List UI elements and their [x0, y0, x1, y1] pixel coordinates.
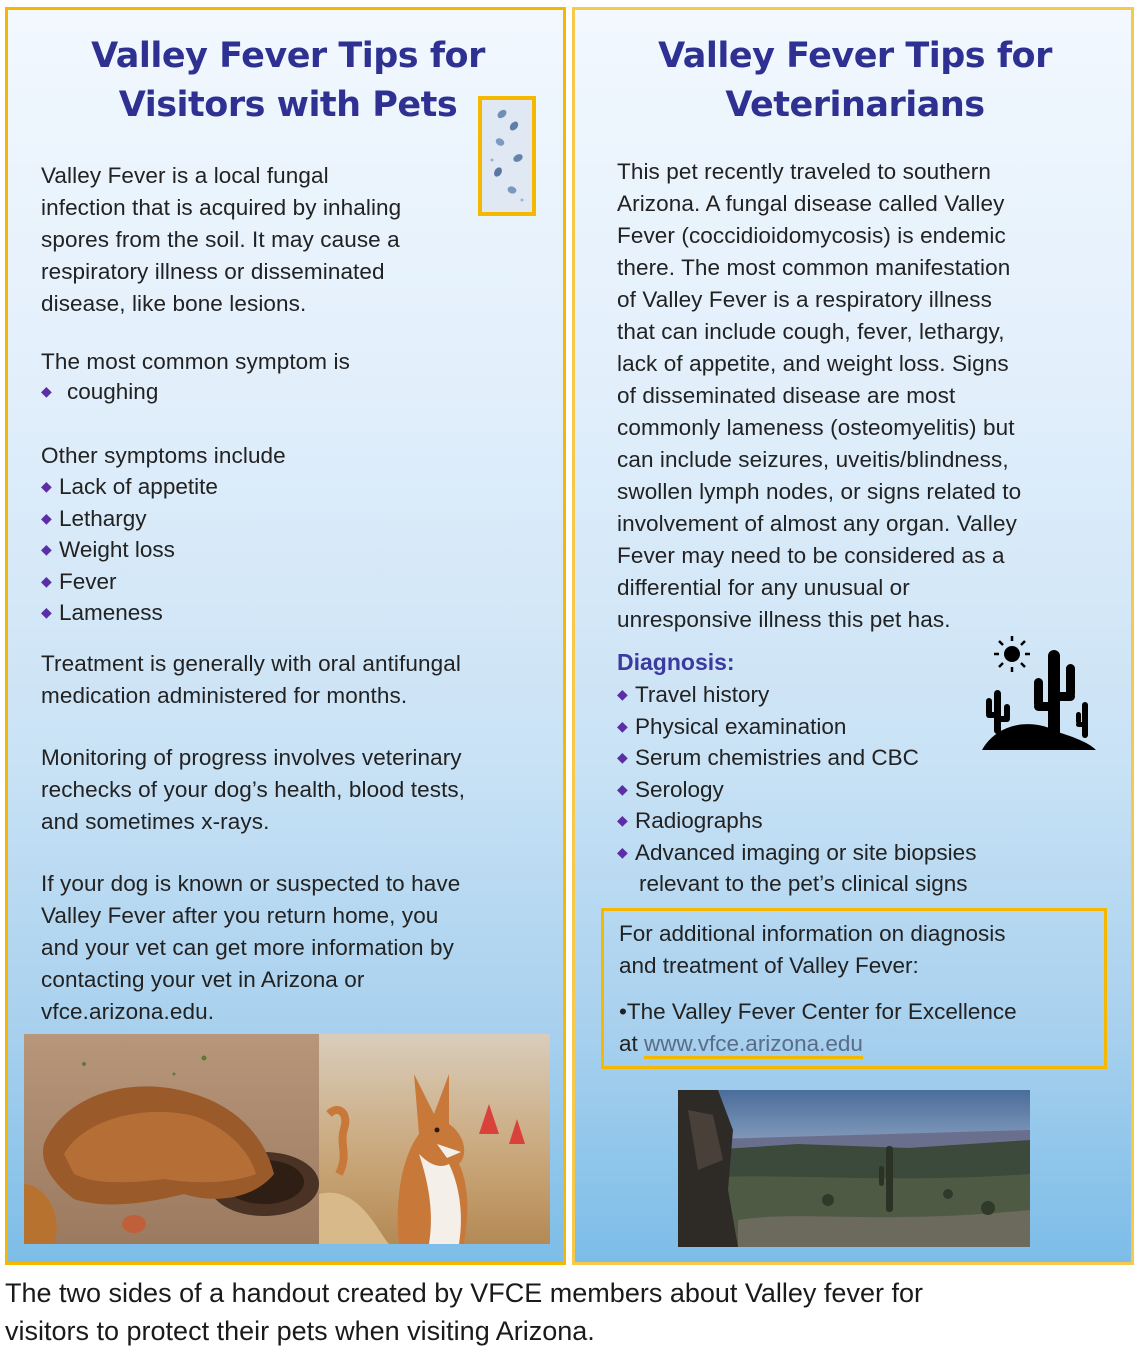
- other-symptoms-list: [41, 471, 521, 629]
- left-panel-visitors: [5, 7, 566, 1265]
- left-intro-line: respiratory illness or disseminated: [41, 259, 385, 284]
- list-item: ◆ Lethargy: [41, 503, 521, 535]
- common-symptom-list: [41, 376, 521, 408]
- diagnosis-heading: Diagnosis:: [617, 649, 735, 675]
- list-item: ◆ Serology: [617, 774, 1057, 806]
- left-intro-line: disease, like bone lesions.: [41, 291, 307, 316]
- diamond-bullet-icon: ◆: [617, 717, 628, 734]
- info-line: and treatment of Valley Fever:: [619, 953, 919, 978]
- diamond-bullet-icon: ◆: [617, 749, 628, 765]
- right-title-line1: Valley Fever Tips for: [658, 36, 1052, 76]
- list-item: ◆ Weight loss: [41, 534, 521, 566]
- list-item: ◆ Serum chemistries and CBC: [617, 742, 1057, 774]
- list-item-continuation: relevant to the pet’s clinical signs: [639, 871, 968, 896]
- diamond-bullet-icon: ◆: [41, 509, 52, 526]
- diamond-bullet-icon: ◆: [617, 843, 628, 860]
- info-line: •The Valley Fever Center for Excellence: [619, 999, 1017, 1024]
- diamond-bullet-icon: ◆: [41, 572, 52, 589]
- photo-desert-landscape: [678, 1090, 1030, 1247]
- right-title-line2: Veterinarians: [725, 85, 985, 125]
- list-item: ◆ Physical examination: [617, 711, 1057, 743]
- diamond-bullet-icon: ◆: [41, 383, 52, 399]
- right-title: [585, 32, 1125, 130]
- photo-dog-standing: [319, 1034, 550, 1244]
- additional-info-box: [601, 908, 1107, 1069]
- left-intro-line: spores from the soil. It may cause a: [41, 227, 400, 252]
- caption-line: visitors to protect their pets when visiting Arizona.: [5, 1316, 595, 1346]
- left-title-line1: Valley Fever Tips for: [91, 36, 485, 76]
- list-item: ◆ coughing: [41, 376, 521, 408]
- diamond-bullet-icon: ◆: [41, 478, 52, 494]
- left-title-line2: Visitors with Pets: [118, 85, 458, 125]
- right-intro: This pet recently traveled to southern Arizona. A fungal disease called Valley Fever (coccidioidomycosis) is endemic there. The most common manifestation of Valley Fever is a respiratory illness that can include cough, fever, lethargy, lack of appetite, and weight loss. Signs of disseminated disease are most commonly lameness (osteomyelitis) but can include seizures, uveitis/blindness, swollen lymph nodes, or signs related to involvement of almost any organ. Valley Fever may need to be considered as a differential for any unusual or unresponsive illness this pet has.: [617, 159, 1022, 632]
- list-item: ◆ Lack of appetite: [41, 471, 521, 503]
- figure-caption: [5, 1274, 1125, 1350]
- list-item: ◆ Radiographs: [617, 805, 1057, 837]
- info-line: For additional information on diagnosis: [619, 921, 1006, 946]
- other-symptoms-label: Other symptoms include: [41, 443, 286, 468]
- diamond-bullet-icon: ◆: [41, 604, 52, 620]
- left-title: [18, 32, 558, 130]
- list-item: ◆ Lameness: [41, 597, 521, 629]
- contact-text: If your dog is known or suspected to have Valley Fever after you return home, you and your vet can get more information by contacting your vet in Arizona or vfce.arizona.edu.: [41, 871, 461, 1024]
- info-line-link: at www.vfce.arizona.edu: [619, 1028, 863, 1060]
- diamond-bullet-icon: ◆: [41, 541, 52, 557]
- list-item: ◆ Travel history: [617, 679, 1057, 711]
- list-item: ◆ Advanced imaging or site biopsies: [617, 837, 1057, 869]
- caption-line: The two sides of a handout created by VFCE members about Valley fever for: [5, 1278, 923, 1308]
- left-intro-line: infection that is acquired by inhaling: [41, 195, 402, 220]
- list-item: ◆ Fever: [41, 566, 521, 598]
- diamond-bullet-icon: ◆: [617, 780, 628, 797]
- diamond-bullet-icon: ◆: [617, 686, 628, 702]
- diagnosis-list: [617, 679, 1057, 900]
- treatment-text: Treatment is generally with oral antifungal medication administered for months.: [41, 651, 461, 708]
- diamond-bullet-icon: ◆: [617, 812, 628, 828]
- vfce-website-link[interactable]: www.vfce.arizona.edu: [644, 1031, 863, 1059]
- photo-dog-digging: [24, 1034, 319, 1244]
- monitoring-text: Monitoring of progress involves veterinary rechecks of your dog’s health, blood tests, and sometimes x-rays.: [41, 745, 466, 834]
- left-intro-line: Valley Fever is a local fungal: [41, 163, 329, 188]
- common-symptom-label: The most common symptom is: [41, 349, 350, 374]
- left-intro: [41, 160, 491, 320]
- right-panel-veterinarians: [572, 7, 1134, 1265]
